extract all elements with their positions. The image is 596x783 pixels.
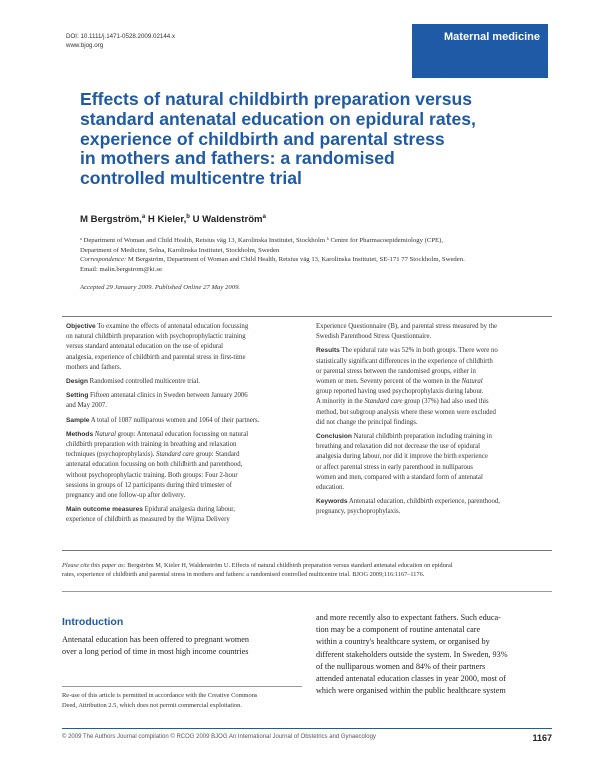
author-affil-mark: a: [262, 214, 266, 220]
abstract-text: pregnancy and one follow-up after delivery.: [66, 492, 186, 500]
abstract-outcome: [66, 505, 302, 525]
body-line: which were organised within the public healthcare system: [316, 686, 506, 696]
abstract-text: Randomised controlled multicentre trial.: [87, 378, 200, 386]
abstract-text: analgesia, experience of childbirth and parental stress in first-time: [66, 353, 246, 361]
abstract-text: on natural childbirth preparation with psychoprophylactic training: [66, 333, 246, 341]
affiliation-line: ᵃ Department of Woman and Child Health, Retsius väg 13, Karolinska Institutet, Stockholm ᵇ Centre for Pharmacoepidemiology (CPE),: [80, 237, 443, 244]
abstract-text: group: Standard: [194, 451, 240, 459]
abstract-text: antenatal education focussing on both childbirth and parenthood,: [66, 461, 243, 469]
body-line: tion may be a component of routine antenatal care: [316, 625, 481, 635]
intro-right-column: [316, 612, 552, 697]
doi: DOI: 10.1111/j.1471-0528.2009.02144.x: [66, 33, 176, 40]
citation-text: Bergström M, Kieler H, Waldenström U. Effects of natural childbirth preparation versus standard antenatal education on epidural: [125, 562, 453, 569]
methods-label: Methods: [66, 430, 94, 438]
journal-website: www.bjog.org: [66, 42, 104, 49]
abstract-text: Natural: [93, 430, 116, 438]
abstract-text: Standard care: [364, 398, 403, 406]
email[interactable]: Email: malin.bergstrom@ki.se: [80, 266, 163, 274]
abstract-text: and May 2007.: [66, 402, 107, 410]
citation: [62, 561, 552, 580]
design-label: Design: [66, 378, 88, 386]
abstract-left-column: [66, 322, 302, 530]
abstract-outcome-cont: [316, 322, 552, 342]
license-note: [62, 686, 302, 710]
abstract-box: [62, 316, 552, 551]
title-line: standard antenatal education on epidural rates,: [80, 108, 476, 129]
abstract-text: method, but subgroup analysis where these women were excluded: [316, 408, 496, 416]
abstract-text: pregnancy, psychoprophylaxis.: [316, 508, 401, 516]
abstract-text: women or men. Seventy percent of the women in the: [316, 378, 460, 386]
section-heading: Introduction: [62, 616, 124, 628]
abstract-text: Epidural analgesia during labour,: [142, 506, 235, 514]
abstract-keywords: [316, 497, 552, 517]
abstract-text: Fifteen antenatal clinics in Sweden between January 2006: [88, 392, 248, 400]
author-name: M Bergström,: [80, 214, 142, 226]
body-line: of the nulliparous women and 84% of their partners: [316, 661, 486, 671]
title-line: experience of childbirth and parental stress: [80, 128, 445, 149]
abstract-text: A minority in the: [316, 398, 363, 406]
intro-left-column: [62, 634, 302, 658]
abstract-text: experience of childbirth as measured by the Wijma Delivery: [66, 516, 230, 524]
author-list: [80, 214, 266, 225]
abstract-text: group: Antenatal education focussing on natural: [115, 430, 249, 438]
footer: [62, 733, 552, 743]
abstract-text: A total of 1087 nulliparous women and 1064 of their partners.: [89, 416, 260, 424]
accepted-date: Accepted 29 January 2009. Published Online 27 May 2009.: [80, 284, 241, 291]
abstract-text: group (37%) had also used this: [402, 398, 489, 406]
correspondence: [80, 255, 552, 265]
body-line: different stakeholders outside the system. In Sweden, 93%: [316, 649, 508, 659]
affiliation-line: Department of Medicine, Solna, Karolinska Institutet, Stockholm, Sweden: [80, 246, 280, 254]
abstract-text: To examine the effects of antenatal education focussing: [95, 323, 249, 330]
section-label: Maternal medicine: [444, 31, 540, 43]
abstract-text: Natural: [459, 378, 483, 386]
abstract-objective: [66, 322, 302, 373]
abstract-methods: [66, 430, 302, 501]
author-affil-mark: b: [186, 214, 190, 220]
citation-text: rates, experience of childbirth and parental stress in mothers and fathers: a randomised controlled multicentre trial. BJOG 2009;116:1167–1176.: [62, 571, 425, 579]
abstract-results: [316, 346, 552, 428]
objective-label: Objective: [66, 323, 96, 330]
abstract-design: [66, 377, 302, 387]
conclusion-label: Conclusion: [316, 433, 352, 441]
abstract-text: without psychoprophylactic training. Both groups: Four 2-hour: [66, 471, 238, 479]
abstract-setting: [66, 391, 302, 411]
outcome-label: Main outcome measures: [66, 506, 143, 514]
body-line: over a long period of time in most high income countries: [62, 647, 249, 657]
author-name: H Kieler,: [145, 214, 187, 226]
abstract-text: statistically significant differences in the experience of childbirth: [316, 357, 493, 365]
author-affil-mark: a: [141, 214, 146, 220]
body-line: Antenatal education has been offered to pregnant women: [62, 635, 249, 644]
abstract-text: education.: [316, 484, 345, 492]
abstract-text: techniques (psychoprophylaxis).: [66, 451, 155, 459]
abstract-text: women and men, compared with a standard form of antenatal: [316, 473, 483, 481]
affiliations: [80, 236, 552, 275]
sample-label: Sample: [66, 416, 90, 424]
copyright: © 2009 The Authors Journal compilation © RCOG 2009 BJOG An International Journal of Obstetrics and Gynaecology: [62, 734, 376, 740]
abstract-sample: [66, 416, 302, 426]
header-meta: [66, 32, 175, 50]
abstract-text: analgesia during labour, nor did it improve the birth experience: [316, 453, 488, 461]
abstract-text: did not change the principal findings.: [316, 418, 418, 426]
keywords-label: Keywords: [316, 498, 348, 506]
abstract-conclusion: [316, 432, 552, 493]
abstract-text: The epidural rate was 52% in both groups. There were no: [339, 347, 498, 355]
author-name: U Waldenström: [189, 214, 263, 226]
abstract-right-column: [316, 322, 552, 522]
footer-rule: [62, 728, 552, 729]
citation-label: Please cite this paper as:: [62, 562, 126, 569]
abstract-text: sessions in groups of 12 participants during third trimester of: [66, 481, 232, 489]
abstract-text: Natural childbirth preparation including training in: [351, 433, 492, 441]
abstract-text: Swedish Parenthood Stress Questionnaire.: [316, 333, 432, 341]
license-line: Re-use of this article is permitted in accordance with the Creative Commons: [62, 692, 258, 699]
abstract-text: group reported having used psychoprophylaxis during labour.: [316, 388, 484, 396]
page-number: 1167: [532, 733, 552, 743]
body-line: attended antenatal education classes in year 2000, most of: [316, 674, 506, 684]
abstract-text: mothers and fathers.: [66, 363, 122, 371]
body-line: and more recently also to expectant fathers. Such educa-: [316, 613, 501, 622]
section-band: [412, 24, 548, 78]
abstract-text: or parental stress between the randomised groups, either in: [316, 367, 476, 375]
divider: [62, 591, 552, 592]
body-line: within a country's healthcare system, or organised by: [316, 637, 490, 647]
license-line: Deed, Attribution 2.5, which does not permit commercial exploitation.: [62, 701, 242, 709]
title-line: in mothers and fathers: a randomised: [80, 148, 395, 169]
abstract-text: versus standard antenatal education on the use of epidural: [66, 343, 224, 351]
title-line: Effects of natural childbirth preparation versus: [80, 89, 473, 109]
abstract-text: Experience Questionnaire (B), and parental stress measured by the: [316, 323, 497, 330]
setting-label: Setting: [66, 392, 89, 400]
title-line: controlled multicentre trial: [80, 168, 302, 189]
correspondence-label: Correspondence:: [80, 256, 127, 264]
abstract-text: Standard care: [154, 451, 195, 459]
abstract-text: childbirth preparation with training in breathing and relaxation: [66, 441, 237, 449]
article-title: [80, 90, 520, 189]
abstract-text: Antenatal education, childbirth experience, parenthood,: [347, 498, 501, 506]
abstract-text: or affect parental stress in early parenthood in nulliparous: [316, 463, 473, 471]
abstract-text: breathing and relaxation did not decrease the use of epidural: [316, 443, 481, 451]
results-label: Results: [316, 347, 340, 355]
correspondence-text: M Bergström, Department of Woman and Child Health, Retsius väg 13, Karolinska Institutet, SE-171 77 Stockholm, Sweden.: [126, 256, 465, 264]
